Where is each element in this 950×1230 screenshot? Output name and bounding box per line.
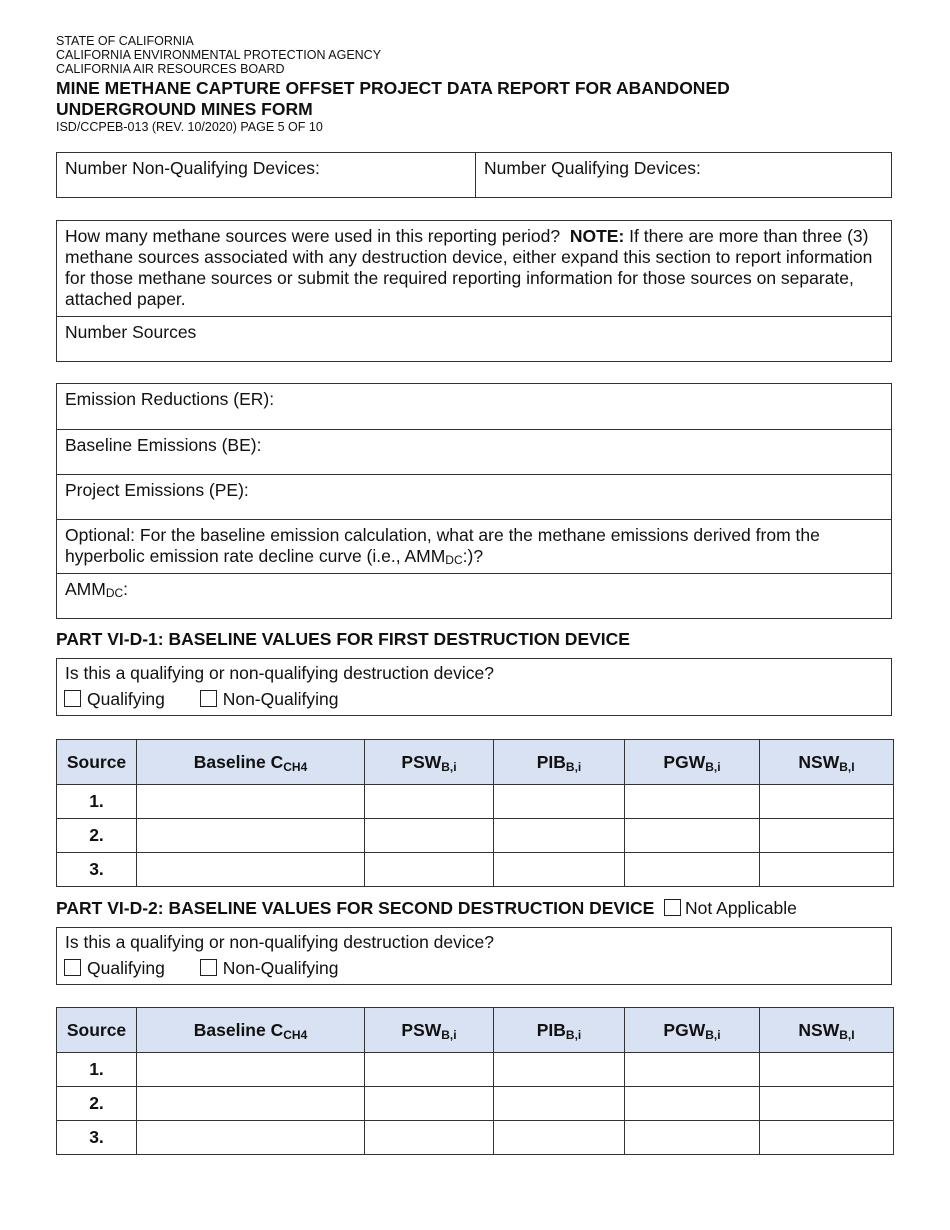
form-title-line2: UNDERGROUND MINES FORM — [56, 99, 313, 119]
sources-box — [56, 220, 892, 362]
col-pib — [494, 740, 625, 785]
col-psw-sub: B,i — [441, 759, 457, 774]
col-pib-label: PIB — [536, 1019, 566, 1040]
col-baseline-sub: CH4 — [283, 1027, 308, 1042]
baseline-ch4-cell[interactable] — [137, 785, 365, 819]
pib-cell[interactable] — [494, 785, 625, 819]
be-label: Baseline Emissions (BE): — [65, 435, 262, 455]
col-baseline-ch4 — [137, 740, 365, 785]
nsw-cell[interactable] — [760, 1121, 894, 1155]
nsw-cell[interactable] — [760, 1053, 894, 1087]
col-nsw — [760, 740, 894, 785]
part2-option-non-qualifying[interactable] — [200, 955, 339, 981]
part2-qualifying-checkbox[interactable] — [64, 959, 81, 976]
part2-title-row — [56, 898, 896, 918]
header-agency: CALIFORNIA ENVIRONMENTAL PROTECTION AGENCY — [56, 48, 382, 62]
optional-subscript: DC — [445, 553, 463, 567]
pib-cell[interactable] — [494, 853, 625, 887]
part2-non-qualifying-label: Non-Qualifying — [222, 958, 339, 978]
nsw-cell[interactable] — [760, 1087, 894, 1121]
part2-non-qualifying-checkbox[interactable] — [200, 959, 217, 976]
col-nsw-label: NSW — [798, 1019, 840, 1040]
table-row — [57, 819, 894, 853]
baseline-ch4-cell[interactable] — [137, 853, 365, 887]
pib-cell[interactable] — [494, 819, 625, 853]
col-nsw-sub: B,I — [839, 1027, 855, 1042]
form-id: ISD/CCPEB-013 (REV. 10/2020) PAGE 5 OF 10 — [56, 120, 323, 134]
baseline-ch4-cell[interactable] — [137, 1121, 365, 1155]
part1-option-qualifying[interactable] — [64, 686, 165, 712]
part2-qualifying-label: Qualifying — [87, 958, 165, 978]
part2-not-applicable-checkbox[interactable] — [664, 899, 681, 916]
table-row — [57, 1087, 894, 1121]
number-sources-field[interactable] — [57, 317, 891, 361]
col-psw-label: PSW — [401, 1019, 442, 1040]
part2-baseline-table — [56, 1007, 894, 1155]
amm-label: AMM — [65, 579, 106, 599]
col-pib-sub: B,i — [565, 1027, 582, 1042]
col-nsw — [760, 1008, 894, 1053]
optional-question — [57, 520, 891, 574]
part1-baseline-table — [56, 739, 894, 887]
psw-cell[interactable] — [365, 785, 494, 819]
row-number: 3. — [57, 853, 137, 887]
part1-device-type-box — [56, 658, 892, 716]
qualifying-devices-label: Number Qualifying Devices: — [484, 158, 701, 178]
number-sources-label: Number Sources — [65, 322, 197, 342]
psw-cell[interactable] — [365, 853, 494, 887]
psw-cell[interactable] — [365, 1121, 494, 1155]
pib-cell[interactable] — [494, 1121, 625, 1155]
table-row — [57, 853, 894, 887]
be-field[interactable] — [57, 430, 891, 475]
col-pgw — [625, 1008, 760, 1053]
col-pgw-sub: B,i — [705, 1027, 721, 1042]
row-number: 2. — [57, 819, 137, 853]
part2-title: PART VI-D-2: BASELINE VALUES FOR SECOND DESTRUCTION DEVICE — [56, 898, 655, 918]
row-number: 1. — [57, 1053, 137, 1087]
nsw-cell[interactable] — [760, 785, 894, 819]
col-baseline-label: Baseline C — [193, 1019, 284, 1040]
col-pib-sub: B,i — [565, 759, 582, 774]
nsw-cell[interactable] — [760, 853, 894, 887]
psw-cell[interactable] — [365, 1053, 494, 1087]
optional-end: :)? — [462, 546, 484, 566]
col-source: Source — [57, 740, 137, 785]
header-state: STATE OF CALIFORNIA — [56, 34, 194, 48]
amm-end: : — [123, 579, 129, 599]
part2-device-type-box — [56, 927, 892, 985]
part1-qualifying-checkbox[interactable] — [64, 690, 81, 707]
optional-text: Optional: For the baseline emission calculation, what are the methane emissions derived from the hyperbolic emission rate decline curve (i.e., AMM — [65, 525, 820, 566]
row-number: 3. — [57, 1121, 137, 1155]
col-nsw-sub: B,I — [839, 759, 855, 774]
psw-cell[interactable] — [365, 1087, 494, 1121]
part2-not-applicable[interactable] — [664, 898, 797, 918]
pib-cell[interactable] — [494, 1087, 625, 1121]
pgw-cell[interactable] — [625, 1053, 760, 1087]
baseline-ch4-cell[interactable] — [137, 1053, 365, 1087]
col-pgw — [625, 740, 760, 785]
baseline-ch4-cell[interactable] — [137, 1087, 365, 1121]
part1-option-non-qualifying[interactable] — [200, 686, 339, 712]
col-pgw-sub: B,i — [705, 759, 721, 774]
row-number: 1. — [57, 785, 137, 819]
er-field[interactable] — [57, 384, 891, 430]
header-board: CALIFORNIA AIR RESOURCES BOARD — [56, 62, 285, 76]
col-baseline-ch4 — [137, 1008, 365, 1053]
col-psw — [365, 740, 494, 785]
note-label: NOTE: — [569, 226, 625, 246]
col-pib-label: PIB — [536, 751, 566, 772]
col-nsw-label: NSW — [798, 751, 840, 772]
part1-qualifying-label: Qualifying — [87, 689, 165, 709]
table-row — [57, 1121, 894, 1155]
note-text: If there are more than three (3) methane sources associated with any destruction device, either expand this section to report information for those methane sources or submit the required reporting information for those sources on separate, attached paper. — [65, 226, 873, 309]
qualifying-devices-field[interactable] — [476, 153, 891, 197]
col-baseline-sub: CH4 — [283, 759, 308, 774]
part1-title: PART VI-D-1: BASELINE VALUES FOR FIRST DESTRUCTION DEVICE — [56, 629, 630, 649]
pe-field[interactable] — [57, 475, 891, 520]
nsw-cell[interactable] — [760, 819, 894, 853]
part2-option-qualifying[interactable] — [64, 955, 165, 981]
form-title-line1: MINE METHANE CAPTURE OFFSET PROJECT DATA REPORT FOR ABANDONED — [56, 78, 730, 98]
part2-table-header — [57, 1008, 894, 1053]
part1-table-header — [57, 740, 894, 785]
er-label: Emission Reductions (ER): — [65, 389, 275, 409]
col-pgw-label: PGW — [663, 751, 706, 772]
pgw-cell[interactable] — [625, 819, 760, 853]
amm-field[interactable] — [57, 574, 891, 618]
psw-cell[interactable] — [365, 819, 494, 853]
pgw-cell[interactable] — [625, 1087, 760, 1121]
part2-not-applicable-label: Not Applicable — [685, 898, 797, 918]
pib-cell[interactable] — [494, 1053, 625, 1087]
pgw-cell[interactable] — [625, 853, 760, 887]
col-psw — [365, 1008, 494, 1053]
part1-question: Is this a qualifying or non-qualifying destruction device? — [65, 663, 494, 683]
col-psw-sub: B,i — [441, 1027, 457, 1042]
pgw-cell[interactable] — [625, 785, 760, 819]
col-pgw-label: PGW — [663, 1019, 706, 1040]
part1-non-qualifying-checkbox[interactable] — [200, 690, 217, 707]
amm-subscript: DC — [105, 586, 124, 600]
non-qualifying-devices-label: Number Non-Qualifying Devices: — [65, 158, 320, 178]
row-number: 2. — [57, 1087, 137, 1121]
col-baseline-label: Baseline C — [193, 751, 284, 772]
table-row — [57, 785, 894, 819]
col-pib — [494, 1008, 625, 1053]
pe-label: Project Emissions (PE): — [65, 480, 249, 500]
part2-question: Is this a qualifying or non-qualifying destruction device? — [65, 932, 494, 952]
pgw-cell[interactable] — [625, 1121, 760, 1155]
col-psw-label: PSW — [401, 751, 442, 772]
devices-box — [56, 152, 892, 198]
emissions-box — [56, 383, 892, 619]
baseline-ch4-cell[interactable] — [137, 819, 365, 853]
sources-question — [57, 221, 891, 317]
non-qualifying-devices-field[interactable] — [57, 153, 476, 197]
sources-question-text: How many methane sources were used in this reporting period? — [65, 226, 561, 246]
table-row — [57, 1053, 894, 1087]
part1-non-qualifying-label: Non-Qualifying — [222, 689, 339, 709]
col-source: Source — [57, 1008, 137, 1053]
